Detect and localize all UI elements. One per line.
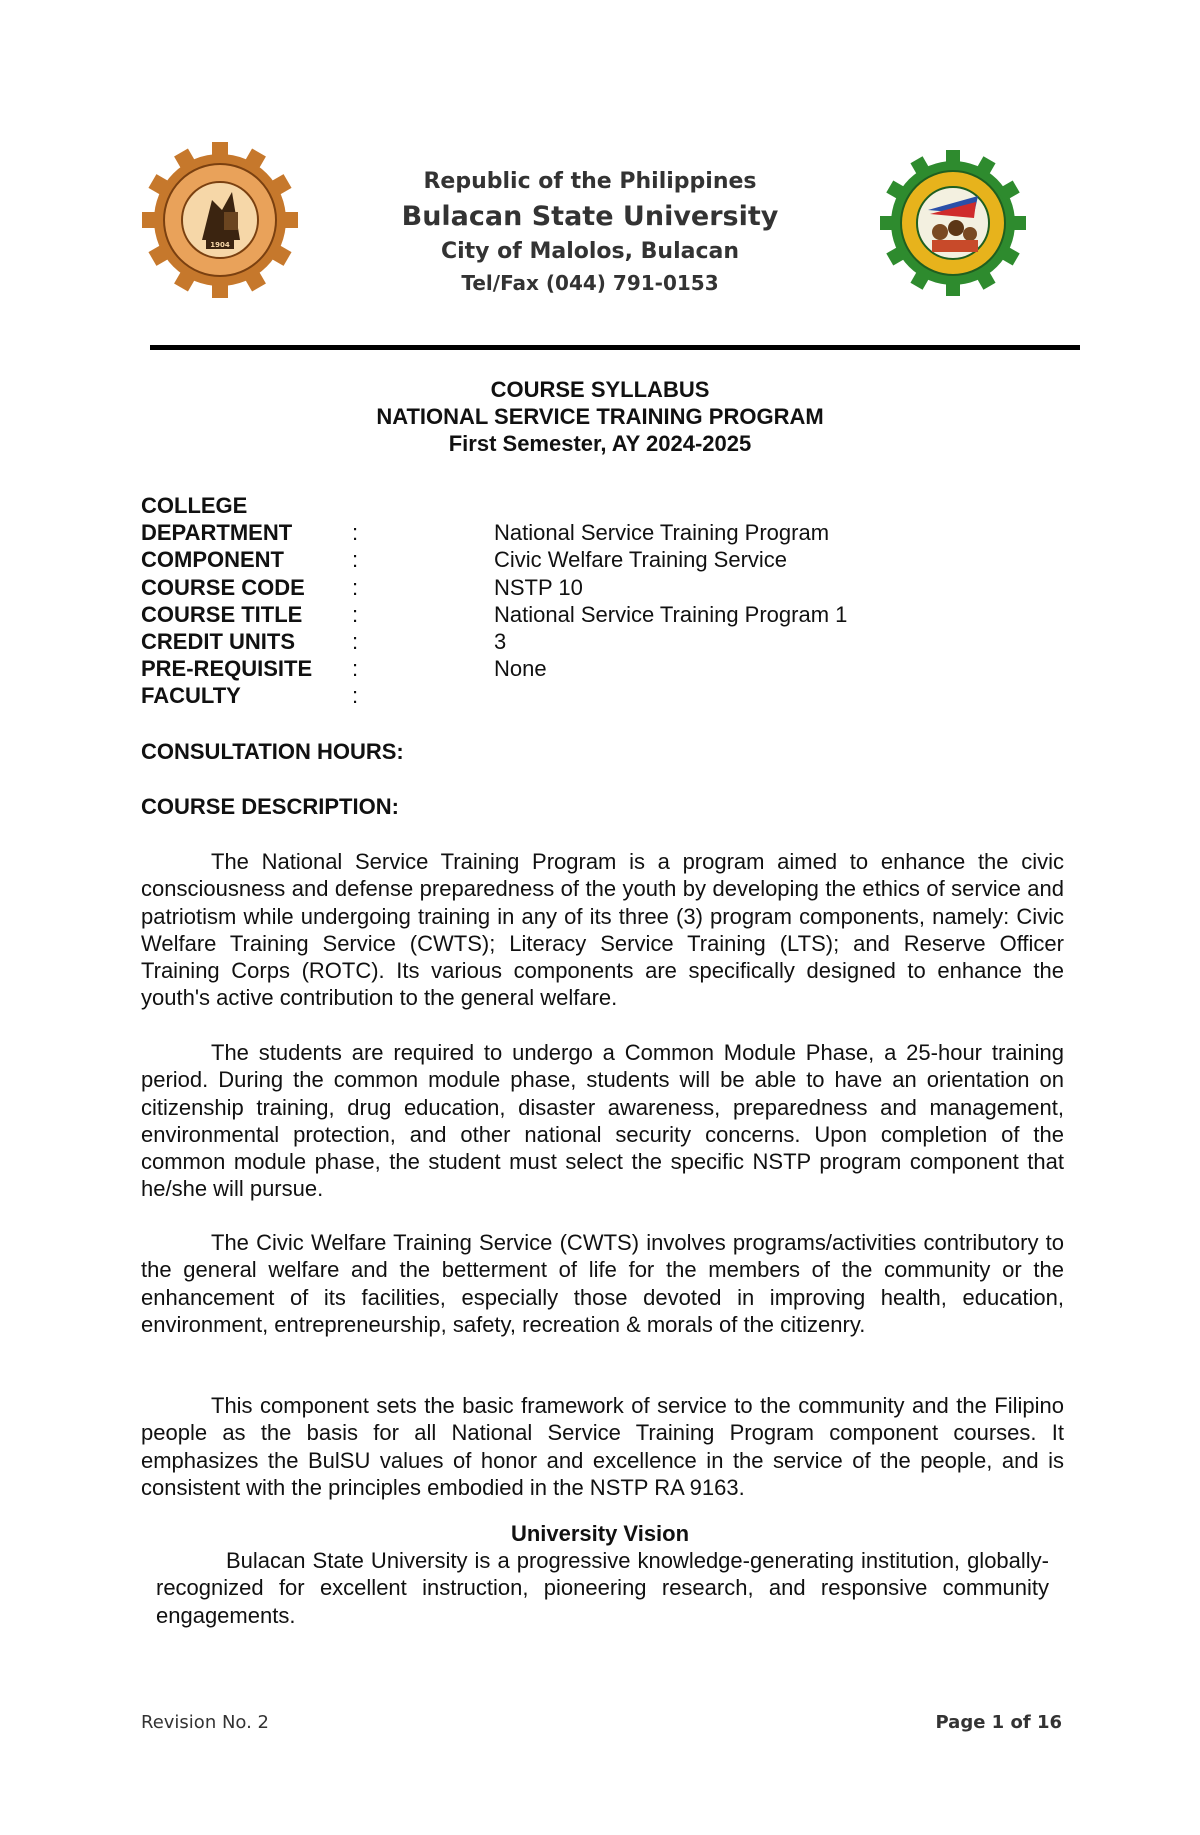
svg-text:1904: 1904 — [210, 241, 230, 249]
info-value: National Service Training Program 1 — [494, 601, 848, 627]
info-colon: : — [352, 574, 359, 600]
info-label: COMPONENT — [141, 547, 284, 573]
info-label: PRE-REQUISITE — [141, 656, 313, 682]
consultation-hours-heading: CONSULTATION HOURS: — [141, 739, 404, 764]
bulsu-seal-logo — [140, 140, 300, 300]
info-colon: : — [352, 628, 359, 654]
info-colon: : — [352, 656, 359, 682]
description-paragraph-4: This component sets the basic framework of service to the community and the Filipino people as the basis for all National Service Training Program component courses. It emphasizes the BulSU values of honor and excellence in the service of the people, and is consistent with the principles embodied in the NSTP RA 9163. — [141, 1393, 1064, 1500]
description-paragraph-3: The Civic Welfare Training Service (CWTS) involves programs/activities contributory to the general welfare and the betterment of life for the members of the community or the enhancement of its facilities, especially those devoted in improving health, education, environment, entrepreneurship, safety, recreation & morals of the citizenry. — [141, 1230, 1064, 1337]
university-vision-heading: University Vision — [510, 1521, 690, 1546]
info-label: COURSE CODE — [141, 574, 305, 600]
revision-number: Revision No. 2 — [141, 1712, 270, 1733]
info-label: DEPARTMENT — [141, 520, 293, 546]
republic-line: Republic of the Philippines — [423, 169, 757, 194]
title-line-3: First Semester, AY 2024-2025 — [448, 431, 752, 456]
city-line: City of Malolos, Bulacan — [440, 239, 740, 264]
course-description-heading: COURSE DESCRIPTION: — [141, 794, 399, 819]
info-value: Civic Welfare Training Service — [494, 547, 788, 573]
info-value: 3 — [494, 628, 507, 654]
info-colon: : — [352, 547, 359, 573]
university-vision-text: Bulacan State University is a progressive knowledge-generating institution, globally-recognized for excellent instruction, pioneering research, and responsive community engagements. — [156, 1548, 1049, 1628]
telfax-line: Tel/Fax (044) 791-0153 — [461, 271, 719, 295]
info-value: National Service Training Program — [494, 520, 830, 546]
letterhead — [340, 166, 840, 298]
info-label: CREDIT UNITS — [141, 628, 295, 654]
info-colon: : — [352, 520, 359, 546]
description-paragraph-1: The National Service Training Program is a program aimed to enhance the civic consciousness and defense preparedness of the youth by developing the ethics of service and patriotism while undergoing training in any of its three (3) program components, namely: Civic Welfare Training Service (CWTS); Literacy Service Training (LTS); and Reserve Officer Training Corps (ROTC). Its various components are specifically designed to enhance the youth's active contribution to the general welfare. — [141, 849, 1064, 1011]
info-value: NSTP 10 — [494, 574, 583, 600]
university-name: Bulacan State University — [401, 201, 779, 232]
title-line-1: COURSE SYLLABUS — [490, 377, 710, 402]
info-colon: : — [352, 601, 359, 627]
page-number: Page 1 of 16 — [935, 1712, 1062, 1733]
nstp-seal-logo — [878, 148, 1028, 298]
info-colon: : — [352, 683, 359, 709]
info-label: FACULTY — [141, 683, 241, 709]
info-value: None — [494, 656, 547, 682]
description-paragraph-2: The students are required to undergo a Common Module Phase, a 25-hour training period. During the common module phase, students will be able to have an orientation on citizenship training, drug education, disaster awareness, preparedness and management, environmental protection, and other national security concerns. Upon completion of the common module phase, the student must select the specific NSTP program component that he/she will pursue. — [141, 1040, 1064, 1202]
title-line-2: NATIONAL SERVICE TRAINING PROGRAM — [376, 404, 824, 429]
header-divider — [150, 345, 1080, 350]
info-label: COLLEGE — [141, 493, 248, 518]
info-label: COURSE TITLE — [141, 601, 303, 627]
document-title — [0, 376, 1200, 457]
